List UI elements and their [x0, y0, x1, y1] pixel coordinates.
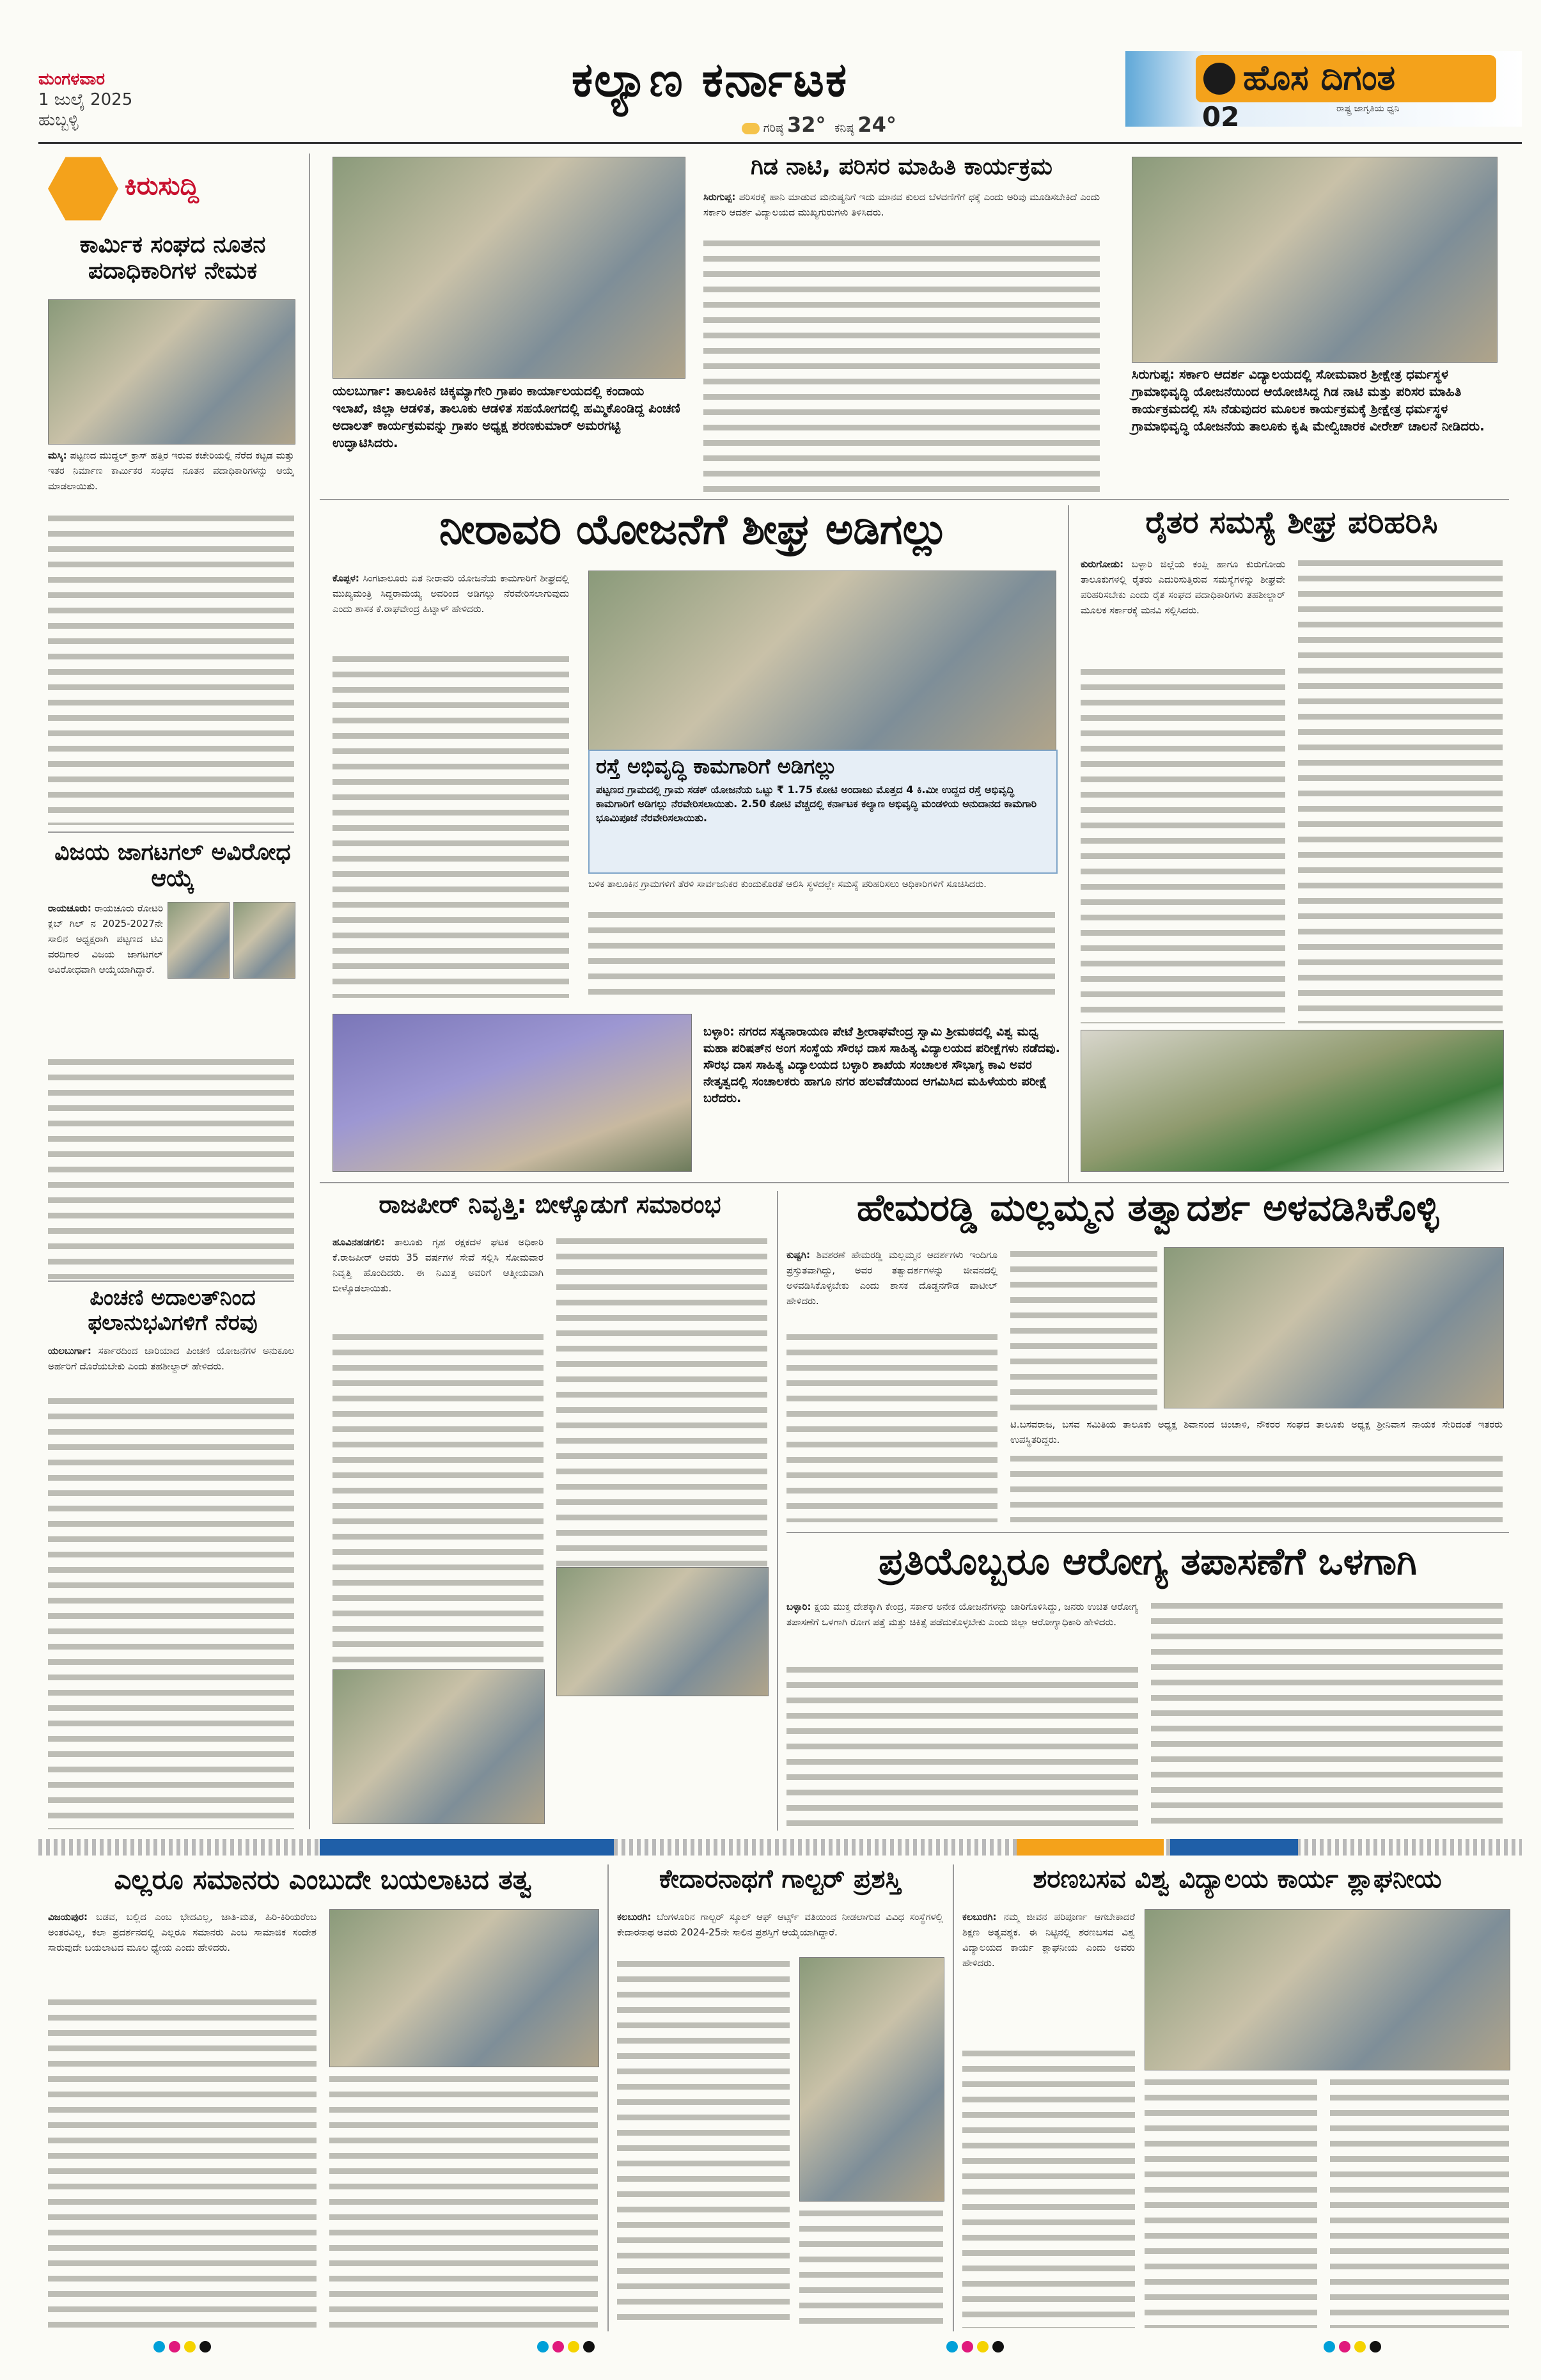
photo-pinchani-adalat	[332, 157, 685, 379]
dateline: ಯಲಬುರ್ಗಾ:	[48, 1345, 91, 1357]
retire-story	[332, 1234, 544, 1296]
caption-sourabha: ಬಳ್ಳಾರಿ: ನಗರದ ಸತ್ಯನಾರಾಯಣ ಪೇಟೆ ಶ್ರೀರಾಘವೇಂದ್ರ ಸ್ವಾಮಿ ಶ್ರೀಮಠದಲ್ಲಿ ವಿಶ್ವ ಮಧ್ವ ಮಹಾ ಪರಿಷತ್‌ನ ಅಂಗ ಸಂಸ್ಥೆಯ ಸೌರಭ ದಾಸ ಸಾಹಿತ್ಯ ವಿದ್ಯಾಲಯದ ಪರೀಕ್ಷೆಗಳು ನಡೆದವು. ಸೌರಭ ದಾಸ ಸಾಹಿತ್ಯ ವಿದ್ಯಾಲಯದ ಬಳ್ಳಾರಿ ಶಾಖೆಯ ಸಂಚಾಲಕ ಸೌಭಾಗ್ಯ ಕಾವಿ ಅವರ ನೇತೃತ್ವದಲ್ಲಿ ಸಂಚಾಲಕರು ಹಾಗೂ ನಗರ ಹಲವೆಡೆಯಿಂದ ಆಗಮಿಸಿದ ಮಹಿಳೆಯರು ಪರೀಕ್ಷೆ ಬರೆದರು.	[703, 1025, 1060, 1105]
paper-name: ಹೊಸ ದಿಗಂತ	[1243, 58, 1396, 98]
hemareddy-story-cont	[786, 1330, 997, 1522]
b3-story	[962, 1909, 1135, 1971]
temp-min: 24°	[857, 113, 896, 137]
cmyk-dot	[977, 2341, 989, 2352]
section-rule	[786, 1532, 1509, 1533]
health-story	[786, 1599, 1138, 1630]
photo-plantation	[1132, 157, 1498, 363]
lead-story-2: ಬಳಿಕ ತಾಲೂಕಿನ ಗ್ರಾಮಗಳಿಗೆ ತೆರಳಿ ಸಾರ್ವಜನಿಕರ ಕುಂದುಕೊರತೆ ಆಲಿಸಿ ಸ್ಥಳದಲ್ಲೇ ಸಮಸ್ಯೆ ಪರಿಹರಿಸಲು ಅಧಿಕಾರಿಗಳಿಗೆ ಸೂಚಿಸಿದರು.	[588, 878, 987, 890]
registration-marks-center2	[946, 2341, 1008, 2355]
date-block	[38, 69, 198, 130]
lead-story	[332, 571, 569, 617]
section-title: ಕಲ್ಯಾಣ ಕರ್ನಾಟಕ	[571, 52, 849, 107]
photo-box-body: ಪಟ್ಟಣದ ಗ್ರಾಮದಲ್ಲಿ ಗ್ರಾಮ ಸಡಕ್ ಯೋಜನೆಯ ಒಟ್ಟು ₹ 1.75 ಕೋಟಿ ಅಂದಾಜು ಮೊತ್ತದ 4 ಕಿ.ಮೀ ಉದ್ದದ ರಸ್ತೆ ಅಭಿವೃದ್ಧಿ ಕಾಮಗಾರಿಗೆ ಅಡಿಗಲ್ಲು ನೆರವೇರಿಸಲಾಯಿತು. 2.50 ಕೋಟಿ ವೆಚ್ಚದಲ್ಲಿ ಕರ್ನಾಟಕ ಕಲ್ಯಾಣ ಅಭಿವೃದ್ಧಿ ಮಂಡಳಿಯ ಅನುದಾನದ ಕಾಮಗಾರಿ ಭೂಮಿಪೂಜೆ ನೆರವೇರಿಸಲಾಯಿತು.	[596, 784, 1037, 824]
b2-story	[617, 1909, 943, 1940]
kirusuddi-badge	[48, 154, 291, 224]
story-title-pinchani: ಪಿಂಚಣಿ ಅದಾಲತ್‌ನಿಂದ ಫಲಾನುಭವಿಗಳಿಗೆ ನೆರವು	[88, 1285, 258, 1336]
story-vijaya-cont	[48, 1055, 294, 1279]
story-vijaya	[48, 901, 163, 977]
caption-plantation: ಸಿರುಗುಪ್ಪ: ಸರ್ಕಾರಿ ಆದರ್ಶ ವಿದ್ಯಾಲಯದಲ್ಲಿ ಸೋಮವಾರ ಶ್ರೀಕ್ಷೇತ್ರ ಧರ್ಮಸ್ಥಳ ಗ್ರಾಮಾಭಿವೃದ್ಧಿ ಯೋಜನೆಯಿಂದ ಆಯೋಜಿಸಿದ್ದ ಗಿಡ ನಾಟಿ ಮತ್ತು ಪರಿಸರ ಮಾಹಿತಿ ಕಾರ್ಯಕ್ರಮದಲ್ಲಿ ಸಸಿ ನೆಡುವುದರ ಮೂಲಕ ಕಾರ್ಯಕ್ರಮಕ್ಕೆ ಶ್ರೀಕ್ಷೇತ್ರ ಧರ್ಮಸ್ಥಳ ಗ್ರಾಮಾಭಿವೃದ್ಧಿ ಯೋಜನೆಯ ತಾಲೂಕು ಕೃಷಿ ಮೇಲ್ವಿಚಾರಕ ವೀರೇಶ್ ಚಾಲನೆ ನೀಡಿದರು.	[1132, 366, 1485, 434]
kirusuddi-label: ಕಿರುಸುದ್ದಿ	[125, 171, 199, 201]
story-karmika	[48, 448, 294, 494]
col-rule	[1068, 505, 1069, 1183]
page-number: 02	[1202, 101, 1240, 132]
story-title-karmika: ಕಾರ್ಮಿಕ ಸಂಘದ ನೂತನ ಪದಾಧಿಕಾರಿಗಳ ನೇಮಕ	[79, 232, 266, 285]
logo-bar	[1125, 51, 1522, 132]
health-story-cont	[786, 1663, 1138, 1829]
photo-bayalata	[329, 1909, 599, 2067]
lead-text: ನಮ್ಮ ಜೀವನ ಪರಿಪೂರ್ಣ ಆಗಬೇಕಾದರೆ ಶಿಕ್ಷಣ ಅತ್ಯವಶ್ಯಕ. ಈ ನಿಟ್ಟಿನಲ್ಲಿ ಶರಣಬಸವ ವಿಶ್ವ ವಿದ್ಯಾಲಯದ ಕಾರ್ಯ ಶ್ಲಾಘನೀಯ ಎಂದು ಅವರು ಹೇಳಿದರು.	[962, 1911, 1135, 1969]
lead-text: ಸಿಂಗಟಾಲೂರು ಏತ ನೀರಾವರಿ ಯೋಜನೆಯ ಕಾಮಗಾರಿಗೆ ಶೀಘ್ರದಲ್ಲಿ ಮುಖ್ಯಮಂತ್ರಿ ಸಿದ್ದರಾಮಯ್ಯ ಅವರಿಂದ ಅಡಿಗಲ್ಲು ನೆರವೇರಿಸಲಾಗುವುದು ಎಂದು ಶಾಸಕ ಕೆ.ರಾಘವೇಂದ್ರ ಹಿಟ್ನಾಳ್ ಹೇಳಿದರು.	[332, 572, 569, 615]
temp-max: 32°	[786, 113, 826, 137]
b2-story-cont	[617, 1957, 790, 2328]
cmyk-dot	[537, 2341, 549, 2352]
cmyk-dot	[1324, 2341, 1335, 2352]
photo-farmers-protest	[1081, 1030, 1504, 1172]
lead-story-2-cont	[588, 908, 1055, 1004]
b3-story-col3	[1330, 2076, 1509, 2328]
portrait-2	[233, 902, 295, 979]
caption-pinchani-adalat: ಯಲಬುರ್ಗಾ: ತಾಲೂಕಿನ ಚಿಕ್ಕಮ್ಯಾಗೇರಿ ಗ್ರಾಪಂ ಕಾರ್ಯಾಲಯದಲ್ಲಿ ಕಂದಾಯ ಇಲಾಖೆ, ಜಿಲ್ಲಾ ಆಡಳಿತ, ತಾಲೂಕು ಆಡಳಿತ ಸಹಯೋಗದಲ್ಲಿ ಹಮ್ಮಿಕೊಂಡಿದ್ದ ಪಿಂಚಣಿ ಅದಾಲತ್ ಕಾರ್ಯಕ್ರಮವನ್ನು ಗ್ರಾಪಂ ಅಧ್ಯಕ್ಷ ಶರಣಕುಮಾರ್ ಅಮರಗಟ್ಟಿ ಉದ್ಘಾಟಿಸಿದರು.	[332, 383, 680, 450]
lead-text: ಶಿವಶರಣೆ ಹೇಮರಡ್ಡಿ ಮಲ್ಲಮ್ಮನ ಆದರ್ಶಗಳು ಇಂದಿಗೂ ಪ್ರಸ್ತುತವಾಗಿದ್ದು, ಅವರ ತತ್ವಾದರ್ಶಗಳನ್ನು ಜೀವನದಲ್ಲಿ ಅಳವಡಿಸಿಕೊಳ್ಳಬೇಕು ಎಂದು ಶಾಸಕ ದೊಡ್ಡನಗೌಡ ಪಾಟೀಲ್ ಹೇಳಿದರು.	[786, 1249, 997, 1307]
left-col-rule	[309, 154, 310, 1829]
col-rule	[607, 1864, 609, 2331]
b1-title: ಎಲ್ಲರೂ ಸಮಾನರು ಎಂಬುದೇ ಬಯಲಾಟದ ತತ್ವ	[114, 1864, 532, 1895]
photo-karmika-group	[48, 299, 295, 445]
accent-bar	[1017, 1839, 1164, 1856]
dateline: ಕಲಬುರಗಿ:	[617, 1911, 652, 1923]
farmers-title: ರೈತರ ಸಮಸ್ಯೆ ಶೀಘ್ರ ಪರಿಹರಿಸಿ	[1145, 505, 1438, 540]
masthead	[38, 46, 1522, 139]
story-pinchani-cont	[48, 1394, 294, 1829]
health-story-col2	[1151, 1599, 1503, 1829]
cmyk-dot	[583, 2341, 595, 2352]
lead-text: ತಾಲೂಕು ಗೃಹ ರಕ್ಷಕದಳ ಘಟಕ ಅಧಿಕಾರಿ ಕೆ.ರಾಜಪೀರ್ ಅವರು 35 ವರ್ಷಗಳ ಸೇವೆ ಸಲ್ಲಿಸಿ ಸೋಮವಾರ ನಿವೃತ್ತಿ ಹೊಂದಿದರು. ಈ ನಿಮಿತ್ತ ಅವರಿಗೆ ಆತ್ಮೀಯವಾಗಿ ಬೀಳ್ಕೊಡಲಾಯಿತು.	[332, 1236, 544, 1294]
b2-title: ಕೇದಾರನಾಥಗೆ ಗಾಲ್ಟರ್ ಪ್ರಶಸ್ತಿ	[659, 1864, 902, 1894]
hemareddy-story-col2	[1010, 1247, 1157, 1414]
b3-story-cont	[962, 2047, 1135, 2328]
mid-row-rule	[320, 1182, 1509, 1183]
divider	[48, 831, 294, 833]
dateline: ಕೊಪ್ಪಳ:	[332, 572, 359, 584]
photo-award	[799, 1957, 944, 2202]
cmyk-dot	[568, 2341, 579, 2352]
cmyk-dot	[1339, 2341, 1350, 2352]
b2-story-col2	[799, 2207, 943, 2328]
lead-text: ಸರ್ಕಾರದಿಂದ ಜಾರಿಯಾದ ಪಿಂಚಣಿ ಯೋಜನೆಗಳ ಅನುಕೂಲ ಅರ್ಹರಿಗೆ ದೊರೆಯಬೇಕು ಎಂದು ತಹಶೀಲ್ದಾರ್ ಹೇಳಿದರು.	[48, 1345, 294, 1372]
dateline: ಬಳ್ಳಾರಿ:	[786, 1601, 811, 1612]
col-rule	[953, 1864, 954, 2331]
cmyk-dot	[199, 2341, 211, 2352]
dateline: ರಾಯಚೂರು:	[48, 902, 91, 914]
lead-text: ಬೆಂಗಳೂರಿನ ಗಾಲ್ಟರ್ ಸ್ಕೂಲ್ ಆಫ್ ಆರ್ಟ್ಸ್ ವತಿಯಿಂದ ನೀಡಲಾಗುವ ವಿವಿಧ ಸಂಸ್ಥೆಗಳಲ್ಲಿ ಕೇದಾರನಾಥ ಅವರು 2024-25ನೇ ಸಾಲಿನ ಪ್ರಶಸ್ತಿಗೆ ಆಯ್ಕೆಯಾಗಿದ್ದಾರೆ.	[617, 1911, 943, 1938]
cmyk-dot	[169, 2341, 180, 2352]
health-title: ಪ್ರತಿಯೊಬ್ಬರೂ ಆರೋಗ್ಯ ತಪಾಸಣೆಗೆ ಒಳಗಾಗಿ	[879, 1540, 1417, 1583]
dateline: ವಿಜಯಪುರ:	[48, 1911, 88, 1923]
b1-story-cont	[48, 1996, 317, 2328]
masthead-rule	[38, 142, 1522, 144]
lead-photo-box	[588, 750, 1058, 874]
story-gida-nati	[703, 189, 1100, 220]
paper-logo	[1196, 55, 1496, 102]
col-rule	[777, 1191, 778, 1831]
registration-marks-center	[537, 2341, 598, 2355]
lead-text: ಬಳ್ಳಾರಿ ಜಿಲ್ಲೆಯ ಕಂಪ್ಲಿ ಹಾಗೂ ಕುರುಗೋಡು ತಾಲೂಕುಗಳಲ್ಲಿ ರೈತರು ಎದುರಿಸುತ್ತಿರುವ ಸಮಸ್ಯೆಗಳನ್ನು ಶೀಘ್ರವೇ ಪರಿಹರಿಸಬೇಕು ಎಂದು ರೈತ ಸಂಘದ ಪದಾಧಿಕಾರಿಗಳು ತಹಶೀಲ್ದಾರ್ ಮೂಲಕ ಸರ್ಕಾರಕ್ಕೆ ಮನವಿ ಸಲ್ಲಿಸಿದರು.	[1081, 558, 1285, 616]
story-karmika-cont	[48, 512, 294, 825]
photo-retirement-2	[332, 1669, 545, 1824]
farmers-story	[1081, 556, 1285, 618]
cmyk-dot	[946, 2341, 958, 2352]
cmyk-dot	[153, 2341, 165, 2352]
cmyk-dot	[1354, 2341, 1366, 2352]
cmyk-dot	[1370, 2341, 1381, 2352]
b1-story-col2	[329, 2072, 598, 2328]
portrait-1	[168, 902, 230, 979]
retire-title: ರಾಜಪೀರ್ ನಿವೃತ್ತಿ: ಬೀಳ್ಕೊಡುಗೆ ಸಮಾರಂಭ	[379, 1190, 721, 1218]
story-title-gida-nati: ಗಿಡ ನಾಟಿ, ಪರಿಸರ ಮಾಹಿತಿ ಕಾರ್ಯಕ್ರಮ	[751, 154, 1052, 180]
photo-box-title: ರಸ್ತೆ ಅಭಿವೃದ್ಧಿ ಕಾಮಗಾರಿಗೆ ಅಡಿಗಲ್ಲು	[596, 754, 838, 778]
b3-title: ಶರಣಬಸವ ವಿಶ್ವ ವಿದ್ಯಾಲಯ ಕಾರ್ಯ ಶ್ಲಾಘನೀಯ	[1033, 1864, 1442, 1894]
dateline: ಕುರುಗೋಡು:	[1081, 558, 1124, 570]
weekday: ಮಂಗಳವಾರ	[38, 70, 106, 89]
temp-min-label: ಕನಿಷ್ಠ	[834, 122, 854, 135]
sun-cloud-icon	[742, 123, 760, 134]
retire-story-col2	[556, 1234, 767, 1567]
hemareddy-story	[786, 1247, 997, 1309]
accent-bar	[320, 1839, 614, 1856]
farmers-story-cont	[1081, 665, 1285, 1023]
cmyk-dot	[992, 2341, 1004, 2352]
dateline: ಮಸ್ಕಿ:	[48, 450, 67, 461]
photo-women-group	[332, 1014, 692, 1172]
farmers-story-col2	[1298, 556, 1503, 1023]
hemareddy-caption: ಟಿ.ಬಸವರಾಜ, ಬಸವ ಸಮಿತಿಯ ತಾಲೂಕು ಅಧ್ಯಕ್ಷ ಶಿವಾನಂದ ಚಿಂಚಾಳಿ, ನೌಕರರ ಸಂಘದ ತಾಲೂಕು ಅಧ್ಯಕ್ಷ ಶ್ರೀನಿವಾಸ ನಾಯಕ ಸೇರಿದಂತೆ ಇತರರು ಉಪಸ್ಥಿತರಿದ್ದರು.	[1010, 1419, 1503, 1446]
lead-text: ಪಟ್ಟಣದ ಮುದ್ದಲ್ ಕ್ರಾಸ್ ಹತ್ತಿರ ಇರುವ ಕಚೇರಿಯಲ್ಲಿ ನೆರೆದ ಕಟ್ಟಡ ಮತ್ತು ಇತರ ನಿರ್ಮಾಣ ಕಾರ್ಮಿಕರ ಸಂಘದ ನೂತನ ಪದಾಧಿಕಾರಿಗಳನ್ನು ಆಯ್ಕೆ ಮಾಡಲಾಯಿತು.	[48, 450, 294, 492]
story-title-vijaya: ವಿಜಯ ಜಾಗಟಗಲ್ ಅವಿರೋಧ ಆಯ್ಕೆ	[54, 839, 291, 892]
emblem-icon	[1203, 63, 1235, 95]
registration-marks-left	[153, 2341, 215, 2355]
lead-text: ಕ್ಷಯ ಮುಕ್ತ ದೇಶಕ್ಕಾಗಿ ಕೇಂದ್ರ, ಸರ್ಕಾರ ಅನೇಕ ಯೋಜನೆಗಳನ್ನು ಜಾರಿಗೊಳಿಸಿದ್ದು, ಜನರು ಉಚಿತ ಆರೋಗ್ಯ ತಪಾಸಣೆಗೆ ಒಳಗಾಗಿ ರೋಗ ಪತ್ತೆ ಮತ್ತು ಚಿಕಿತ್ಸೆ ಪಡೆದುಕೊಳ್ಳಬೇಕು ಎಂದು ಜಿಲ್ಲಾ ಆರೋಗ್ಯಾಧಿಕಾರಿ ಹೇಳಿದರು.	[786, 1601, 1138, 1628]
tagline: ರಾಷ್ಟ್ರ ಜಾಗೃತಿಯ ಧ್ವನಿ	[1336, 104, 1400, 114]
b3-story-col2	[1145, 2076, 1317, 2328]
hemareddy-story-col3	[1010, 1452, 1503, 1522]
dateline: ಹೂವಿನಹಡಗಲಿ:	[332, 1236, 385, 1248]
cmyk-dot	[184, 2341, 196, 2352]
dateline: ಕುಷ್ಟಗಿ:	[786, 1249, 811, 1261]
b1-story	[48, 1909, 317, 1955]
registration-marks-right	[1324, 2341, 1385, 2355]
divider	[48, 1281, 294, 1282]
dateline: ಸಿರುಗುಪ್ಪ:	[703, 191, 736, 203]
hemareddy-title: ಹೇಮರಡ್ಡಿ ಮಲ್ಲಮ್ಮನ ತತ್ವಾದರ್ಶ ಅಳವಡಿಸಿಕೊಳ್ಳಿ	[856, 1186, 1439, 1229]
bottom-band	[38, 1839, 1522, 1856]
hand-icon	[48, 154, 118, 224]
lead-story-cont	[332, 652, 569, 998]
temp-max-label: ಗರಿಷ್ಠ	[763, 122, 784, 135]
cmyk-dot	[552, 2341, 564, 2352]
cmyk-dot	[962, 2341, 973, 2352]
date: 1 ಜುಲೈ 2025	[38, 90, 133, 109]
top-row-rule	[320, 499, 1509, 500]
lead-text: ರಾಯಚೂರು ರೋಟರಿ ಕ್ಲಬ್ ಗಿಲ್ ನ 2025-2027ನೇ ಸಾಲಿನ ಅಧ್ಯಕ್ಷರಾಗಿ ಪಟ್ಟಣದ ಟಿವಿ ವರದಿಗಾರ ವಿಜಯ ಜಾಗಟಗಲ್ ಅವಿರೋಧವಾಗಿ ಆಯ್ಕೆಯಾಗಿದ್ದಾರೆ.	[48, 902, 163, 975]
story-gida-nati-cont	[703, 237, 1100, 493]
lead-title: ನೀರಾವರಿ ಯೋಜನೆಗೆ ಶೀಘ್ರ ಅಡಿಗಲ್ಲು	[439, 505, 949, 554]
photo-hemareddy	[1164, 1247, 1504, 1408]
lead-text: ಬಡವ, ಬಲ್ಲಿದ ಎಂಬ ಭೇದವಿಲ್ಲ, ಜಾತಿ-ಮತ, ಹಿರಿ-ಕಿರಿಯರೆಂಬ ಅಂತರವಿಲ್ಲ, ಕಲಾ ಪ್ರದರ್ಶನದಲ್ಲಿ ಎಲ್ಲರೂ ಸಮಾನರು ಎಂಬ ಸಾಮಾಜಿಕ ಸಂದೇಶ ಸಾರುವುದೇ ಬಯಲಾಟದ ಮೂಲ ಧ್ಯೇಯ ಎಂದು ಹೇಳಿದರು.	[48, 1911, 317, 1953]
photo-retirement	[556, 1567, 769, 1696]
accent-bar	[1170, 1839, 1298, 1856]
photo-lead-leaders	[588, 571, 1056, 751]
photo-university	[1145, 1909, 1510, 2070]
retire-story-cont	[332, 1330, 544, 1663]
edition-city: ಹುಬ್ಬಳ್ಳಿ	[38, 111, 79, 130]
lead-text: ಪರಿಸರಕ್ಕೆ ಹಾನಿ ಮಾಡುವ ಮನುಷ್ಯನಿಗೆ ಇದು ಮಾನವ ಕುಲದ ಬೆಳವಣಿಗೆಗೆ ಧಕ್ಕೆ ಎಂದು ಅರಿವು ಮೂಡಿಸಬೇಕಿದೆ ಎಂದು ಸರ್ಕಾರಿ ಆದರ್ಶ ವಿದ್ಯಾಲಯದ ಮುಖ್ಯಗುರುಗಳು ತಿಳಿಸಿದರು.	[703, 191, 1100, 218]
story-pinchani	[48, 1343, 294, 1374]
weather	[742, 113, 985, 137]
dateline: ಕಲಬುರಗಿ:	[962, 1911, 997, 1923]
